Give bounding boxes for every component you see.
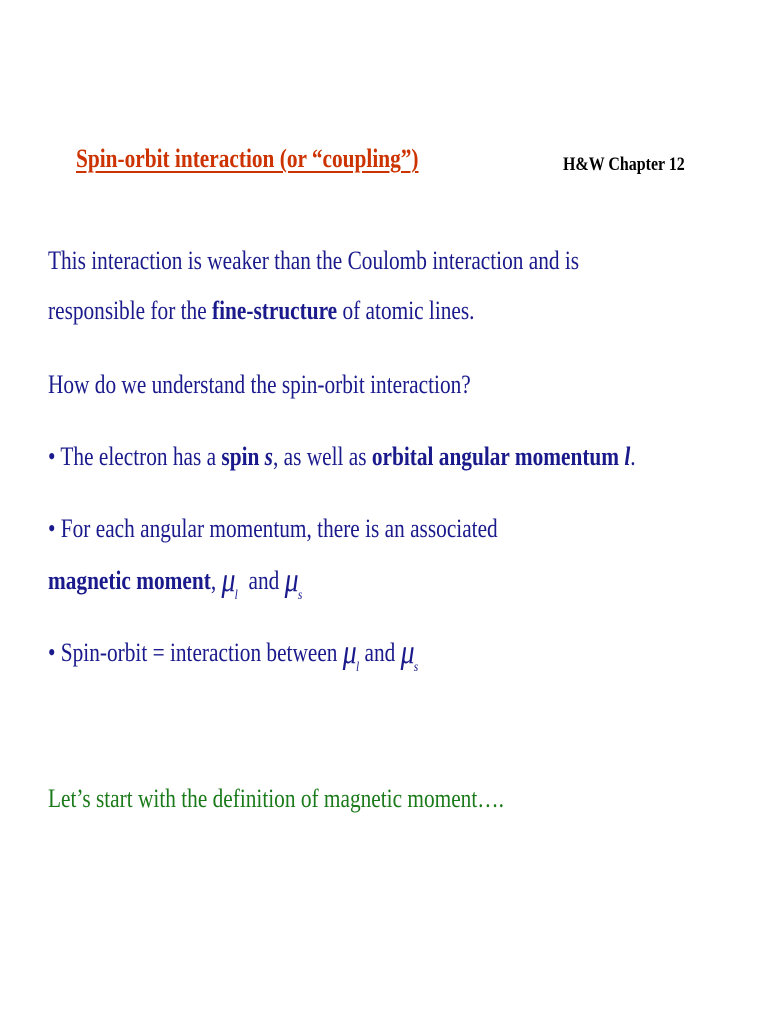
mu-symbol: μ [284,562,299,599]
bullet-text: • Spin-orbit = interaction between [48,638,343,667]
magnetic-moment-term: magnetic moment [48,566,211,595]
bullet-text: • The electron has a [48,442,222,471]
spin-term: spin [221,442,260,471]
bullet-text: and [364,638,396,667]
subscript-s: s [297,588,303,603]
bullet-moment-line-2 [48,554,302,611]
intro-text: of atomic lines. [337,296,475,325]
bullet-electron [48,432,636,482]
bullet-text: • For each angular momentum, there is an associated [48,514,498,543]
intro-line-1 [48,236,579,286]
intro-text: responsible for the [48,296,213,325]
fine-structure-term: fine-structure [212,296,338,325]
chapter-reference: H&W Chapter 12 [563,154,685,175]
intro-text: This interaction is weaker than the Coulomb interaction and is [48,246,580,275]
bullet-text: and [248,566,280,595]
mu-symbol: μ [221,562,236,599]
question-text: How do we understand the spin-orbit interaction? [48,370,471,399]
closing-text: Let’s start with the definition of magnetic moment…. [48,784,504,813]
question-line [48,360,471,410]
bullet-text: , as well as [272,442,372,471]
intro-line-2 [48,286,475,336]
bullet-text: , [210,566,217,595]
bullet-text: . [630,442,636,471]
subscript-l: l [355,660,360,675]
bullet-spin-orbit [48,626,418,683]
mu-symbol: μ [342,634,357,671]
mu-symbol: μ [400,634,415,671]
bullet-moment-line-1 [48,504,498,554]
slide-title: Spin-orbit interaction (or “coupling”) [76,144,419,173]
spin-symbol: s [264,442,273,471]
orbital-symbol: l [624,442,631,471]
subscript-l: l [234,588,238,603]
orbital-term: orbital angular momentum [371,442,620,471]
subscript-s: s [413,660,419,675]
closing-line [48,774,504,824]
